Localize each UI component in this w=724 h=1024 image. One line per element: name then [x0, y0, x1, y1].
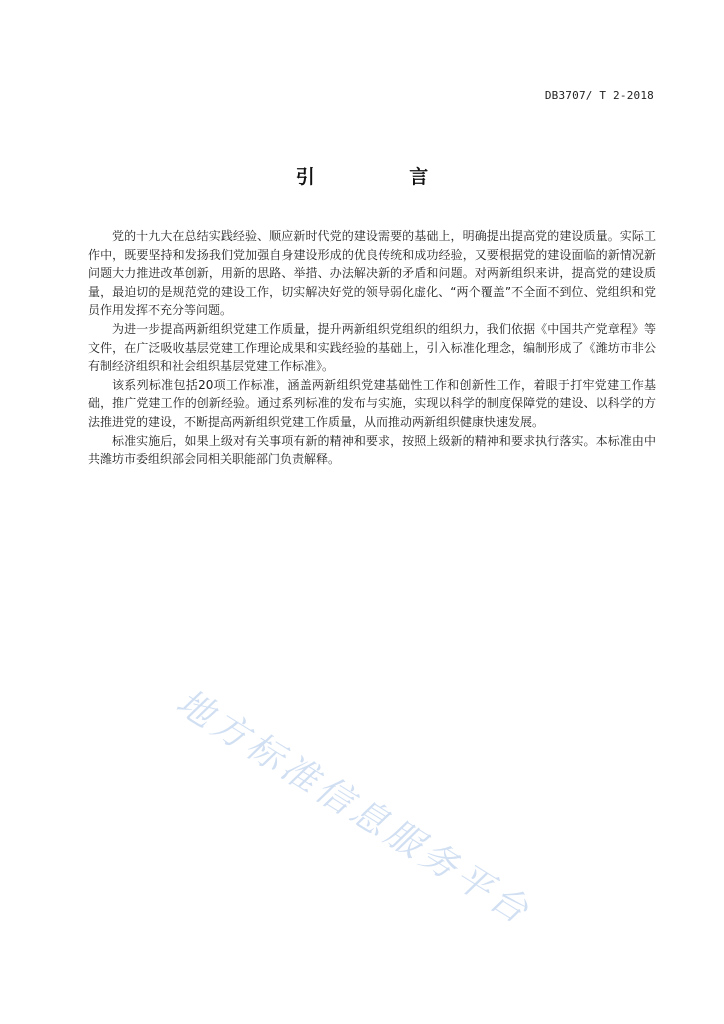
paragraph-4: 标准实施后，如果上级对有关事项有新的精神和要求，按照上级新的精神和要求执行落实。本标准由中共潍坊市委组织部会同相关职能部门负责解释。: [88, 433, 656, 467]
paragraph-1: 党的十九大在总结实践经验、顺应新时代党的建设需要的基础上，明确提出提高党的建设质量。实际工作中，既要坚持和发扬我们党加强自身建设形成的优良传统和成功经验，又要根据党的建设面临的新情况新问题大力推进改革创新，用新的思路、举措、办法解决新的矛盾和问题。对两新组织来讲，提高党的建设质量，最迫切的是规范党的建设工作，切实解决好党的领导弱化虚化、“两个覆盖”不全面不到位、党组织和党员作用发挥不充分等问题。: [88, 229, 656, 318]
watermark: 地方标准信息服务平台: [169, 681, 539, 934]
document-code: DB3707/ T 2-2018: [544, 89, 654, 102]
paragraph-3: 该系列标准包括20项工作标准，涵盖两新组织党建基础性工作和创新性工作，着眼于打牢党建工作基础，推广党建工作的创新经验。通过系列标准的发布与实施，实现以科学的制度保障党的建设、以科学的方法推进党的建设，不断提高两新组织党建工作质量，从而推动两新组织健康快速发展。: [88, 377, 656, 429]
paragraph-2: 为进一步提高两新组织党建工作质量，提升两新组织党组织的组织力，我们依据《中国共产党章程》等文件，在广泛吸收基层党建工作理论成果和实践经验的基础上，引入标准化理念，编制形成了《潍坊市非公有制经济组织和社会组织基层党建工作标准》。: [88, 321, 656, 374]
introduction-body: [88, 227, 656, 469]
page-title: 引 言: [295, 166, 473, 188]
